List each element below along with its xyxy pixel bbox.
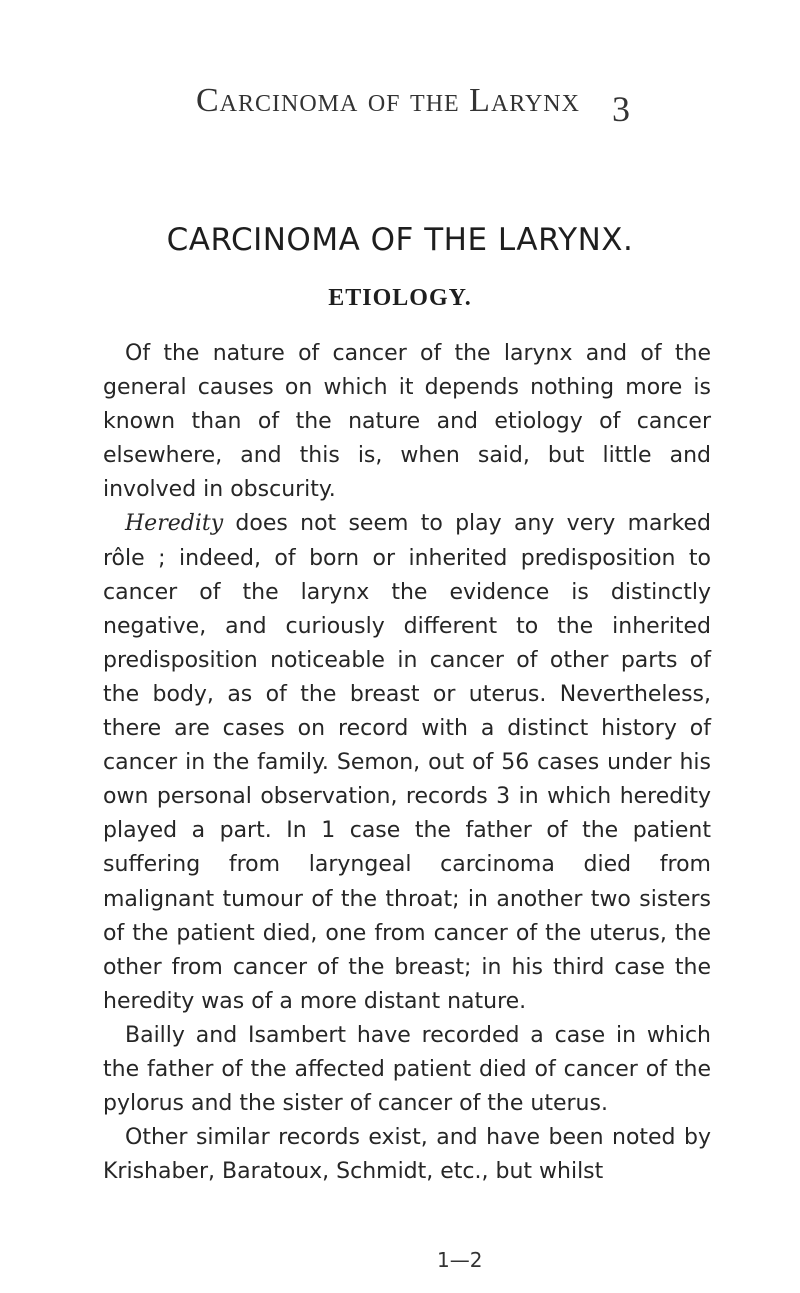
running-title: Carcinoma of the Larynx	[196, 82, 580, 119]
signature-mark: 1—2	[437, 1248, 483, 1272]
paragraph-italic-lead: Heredity	[125, 511, 224, 537]
paragraph	[103, 1121, 711, 1189]
paragraph	[103, 507, 711, 1018]
paragraph-text: Of the nature of cancer of the larynx and of the general causes on which it depends nothing more is known than of the nature and etiology of cancer elsewhere, and this is, when said, but little and involved in obscurity.	[103, 341, 711, 503]
section-heading: ETIOLOGY.	[328, 285, 472, 311]
paragraph-text: does not seem to play any very marked rôle ; indeed, of born or inherited predisposition to cancer of the larynx the evidence is distinctly negative, and curiously different to the inherited predisposition noticeable in cancer of other parts of the body, as of the breast or uterus. Nevertheless, there are cases on record with a distinct history of cancer in the family. Semon, out of 56 cases under his own personal observation, records 3 in which heredity played a part. In 1 case the father of the patient suffering from laryngeal carcinoma died from malignant tumour of the throat; in another two sisters of the patient died, one from cancer of the uterus, the other from cancer of the breast; in his third case the heredity was of a more distant nature.	[103, 511, 711, 1014]
chapter-title: CARCINOMA OF THE LARYNX.	[166, 222, 634, 258]
paragraph	[103, 337, 711, 507]
body-text	[103, 337, 711, 1189]
paragraph	[103, 1019, 711, 1121]
running-head	[0, 82, 800, 129]
paragraph-text: Bailly and Isambert have recorded a case in which the father of the affected patient died of cancer of the pylorus and the sister of cancer of the uterus.	[103, 1022, 711, 1117]
page-number: 3	[612, 89, 630, 129]
paragraph-text: Other similar records exist, and have been noted by Krishaber, Baratoux, Schmidt, etc., but whilst	[103, 1125, 711, 1185]
